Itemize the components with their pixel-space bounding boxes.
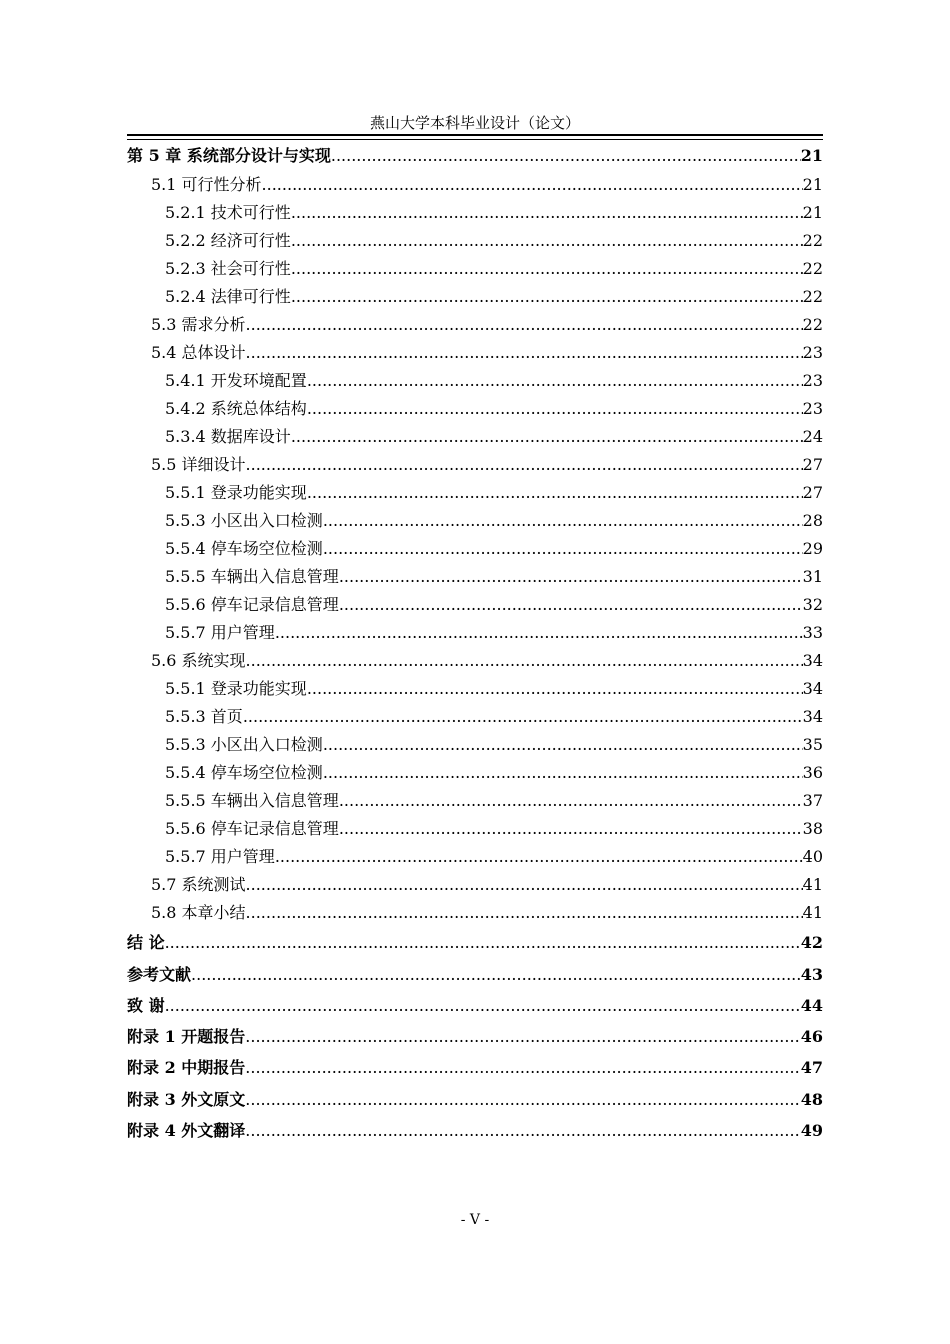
toc-entry-page: 41 (802, 903, 823, 923)
toc-leader-dots (245, 1052, 800, 1083)
toc-leader-dots (246, 647, 803, 675)
toc-entry[interactable] (127, 423, 823, 451)
toc-entry-page: 34 (802, 651, 823, 671)
toc-leader-dots (165, 927, 801, 958)
toc-entry-page: 41 (802, 875, 823, 895)
toc-entry-page: 24 (802, 427, 823, 447)
toc-entry-label: 5.5.7 用户管理 (165, 847, 275, 867)
toc-entry[interactable] (127, 815, 823, 843)
toc-entry-page: 29 (802, 539, 823, 559)
toc-entry-page: 47 (800, 1058, 823, 1078)
toc-leader-dots (339, 591, 803, 619)
toc-leader-dots (331, 140, 801, 171)
toc-leader-dots (307, 675, 803, 703)
toc-entry-page: 22 (802, 315, 823, 335)
toc-entry-page: 34 (802, 679, 823, 699)
toc-entry[interactable] (127, 367, 823, 395)
toc-entry-label: 5.5.4 停车场空位检测 (165, 539, 323, 559)
toc-entry[interactable] (127, 1021, 823, 1052)
toc-entry[interactable] (127, 647, 823, 675)
toc-entry[interactable] (127, 959, 823, 990)
toc-entry[interactable] (127, 339, 823, 367)
toc-entry-label: 5.5.1 登录功能实现 (165, 483, 307, 503)
toc-leader-dots (246, 451, 803, 479)
toc-entry[interactable] (127, 395, 823, 423)
toc-leader-dots (307, 395, 803, 423)
toc-entry-label: 结 论 (127, 933, 165, 953)
toc-entry[interactable] (127, 199, 823, 227)
toc-leader-dots (245, 1115, 800, 1146)
toc-entry-page: 22 (802, 259, 823, 279)
header-rule-thick (127, 134, 823, 136)
toc-leader-dots (243, 703, 803, 731)
toc-entry-page: 48 (800, 1089, 823, 1109)
toc-entry[interactable] (127, 899, 823, 927)
toc-leader-dots (339, 563, 803, 591)
toc-entry-label: 5.5.3 首页 (165, 707, 243, 727)
toc-entry-page: 40 (802, 847, 823, 867)
toc-leader-dots (291, 227, 803, 255)
toc-entry-page: 21 (802, 175, 823, 195)
toc-entry[interactable] (127, 1115, 823, 1146)
toc-entry-page: 32 (802, 595, 823, 615)
toc-entry-page: 43 (800, 964, 823, 984)
toc-entry-label: 附录 4 外文翻译 (127, 1121, 246, 1141)
toc-entry-label: 5.4.1 开发环境配置 (165, 371, 307, 391)
toc-entry-label: 5.5.3 小区出入口检测 (165, 735, 323, 755)
toc-entry[interactable] (127, 619, 823, 647)
toc-entry-label: 参考文献 (127, 964, 192, 984)
toc-entry-label: 5.5.7 用户管理 (165, 623, 275, 643)
toc-leader-dots (339, 787, 803, 815)
toc-entry[interactable] (127, 787, 823, 815)
toc-entry-label: 5.4 总体设计 (151, 343, 246, 363)
toc-entry-page: 23 (802, 371, 823, 391)
toc-entry[interactable] (127, 871, 823, 899)
toc-entry[interactable] (127, 1084, 823, 1115)
toc-entry[interactable] (127, 843, 823, 871)
toc-entry-label: 5.5 详细设计 (151, 455, 246, 475)
toc-leader-dots (307, 367, 803, 395)
toc-entry[interactable] (127, 990, 823, 1021)
toc-entry[interactable] (127, 759, 823, 787)
toc-leader-dots (246, 899, 803, 927)
toc-leader-dots (191, 959, 801, 990)
toc-entry-label: 5.4.2 系统总体结构 (165, 399, 307, 419)
toc-entry-page: 23 (802, 399, 823, 419)
toc-entry-page: 34 (802, 707, 823, 727)
toc-entry-page: 46 (800, 1027, 823, 1047)
toc-entry-page: 33 (802, 623, 823, 643)
toc-entry[interactable] (127, 479, 823, 507)
toc-entry[interactable] (127, 171, 823, 199)
toc-entry-label: 5.7 系统测试 (151, 875, 246, 895)
toc-entry-page: 23 (802, 343, 823, 363)
toc-entry-page: 27 (802, 483, 823, 503)
toc-leader-dots (291, 199, 803, 227)
toc-entry-label: 5.5.6 停车记录信息管理 (165, 819, 339, 839)
toc-entry[interactable] (127, 140, 823, 171)
toc-entry-label: 5.2.2 经济可行性 (165, 231, 291, 251)
toc-entry-label: 5.5.5 车辆出入信息管理 (165, 567, 339, 587)
toc-entry-page: 31 (802, 567, 823, 587)
toc-entry-page: 22 (802, 231, 823, 251)
toc-entry-page: 27 (802, 455, 823, 475)
toc-leader-dots (339, 815, 803, 843)
toc-entry-label: 5.3 需求分析 (151, 315, 246, 335)
toc-entry-page: 37 (802, 791, 823, 811)
toc-leader-dots (165, 990, 801, 1021)
toc-leader-dots (323, 759, 803, 787)
toc-entry-label: 5.5.3 小区出入口检测 (165, 511, 323, 531)
toc-entry[interactable] (127, 507, 823, 535)
toc-entry[interactable] (127, 255, 823, 283)
toc-entry-page: 21 (802, 203, 823, 223)
toc-entry[interactable] (127, 675, 823, 703)
toc-entry-page: 36 (802, 763, 823, 783)
toc-entry-label: 5.2.1 技术可行性 (165, 203, 291, 223)
toc-leader-dots (246, 871, 803, 899)
toc-entry-label: 第 5 章 系统部分设计与实现 (127, 146, 331, 165)
toc-leader-dots (275, 843, 803, 871)
toc-entry[interactable] (127, 703, 823, 731)
toc-entry-label: 5.3.4 数据库设计 (165, 427, 291, 447)
toc-entry[interactable] (127, 563, 823, 591)
toc-leader-dots (245, 1084, 800, 1115)
toc-leader-dots (245, 1021, 800, 1052)
toc-entry-page: 38 (802, 819, 823, 839)
toc-entry-label: 5.6 系统实现 (151, 651, 246, 671)
toc-entry[interactable] (127, 927, 823, 958)
toc-leader-dots (291, 255, 803, 283)
toc-entry-page: 28 (802, 511, 823, 531)
toc-entry[interactable] (127, 283, 823, 311)
toc-leader-dots (323, 507, 803, 535)
toc-entry[interactable] (127, 535, 823, 563)
table-of-contents (127, 140, 823, 1146)
toc-entry-label: 5.5.5 车辆出入信息管理 (165, 791, 339, 811)
toc-entry-page: 44 (800, 995, 823, 1015)
toc-entry[interactable] (127, 591, 823, 619)
toc-entry-label: 5.2.3 社会可行性 (165, 259, 291, 279)
toc-entry-label: 5.5.4 停车场空位检测 (165, 763, 323, 783)
toc-leader-dots (246, 339, 803, 367)
toc-entry[interactable] (127, 227, 823, 255)
page-number: - V - (460, 1212, 490, 1228)
toc-entry[interactable] (127, 451, 823, 479)
toc-leader-dots (246, 311, 803, 339)
toc-entry[interactable] (127, 731, 823, 759)
page-header: 燕山大学本科毕业设计（论文） (369, 114, 580, 132)
toc-leader-dots (275, 619, 803, 647)
toc-entry-page: 35 (802, 735, 823, 755)
toc-entry[interactable] (127, 311, 823, 339)
toc-entry-label: 5.2.4 法律可行性 (165, 287, 291, 307)
toc-leader-dots (323, 535, 803, 563)
toc-entry-label: 附录 3 外文原文 (127, 1089, 246, 1109)
toc-entry-label: 5.1 可行性分析 (151, 175, 262, 195)
toc-entry-label: 5.5.6 停车记录信息管理 (165, 595, 339, 615)
toc-leader-dots (323, 731, 803, 759)
toc-entry-label: 5.8 本章小结 (151, 903, 246, 923)
toc-entry-page: 22 (802, 287, 823, 307)
toc-leader-dots (307, 479, 803, 507)
toc-entry-label: 5.5.1 登录功能实现 (165, 679, 307, 699)
toc-entry-label: 附录 2 中期报告 (127, 1058, 246, 1078)
toc-entry-page: 42 (800, 933, 823, 953)
toc-entry-label: 致 谢 (127, 995, 165, 1015)
toc-leader-dots (291, 423, 803, 451)
toc-entry-page: 21 (800, 146, 823, 165)
toc-leader-dots (291, 283, 803, 311)
toc-leader-dots (262, 171, 803, 199)
toc-entry[interactable] (127, 1052, 823, 1083)
toc-entry-page: 49 (800, 1121, 823, 1141)
toc-entry-label: 附录 1 开题报告 (127, 1027, 246, 1047)
